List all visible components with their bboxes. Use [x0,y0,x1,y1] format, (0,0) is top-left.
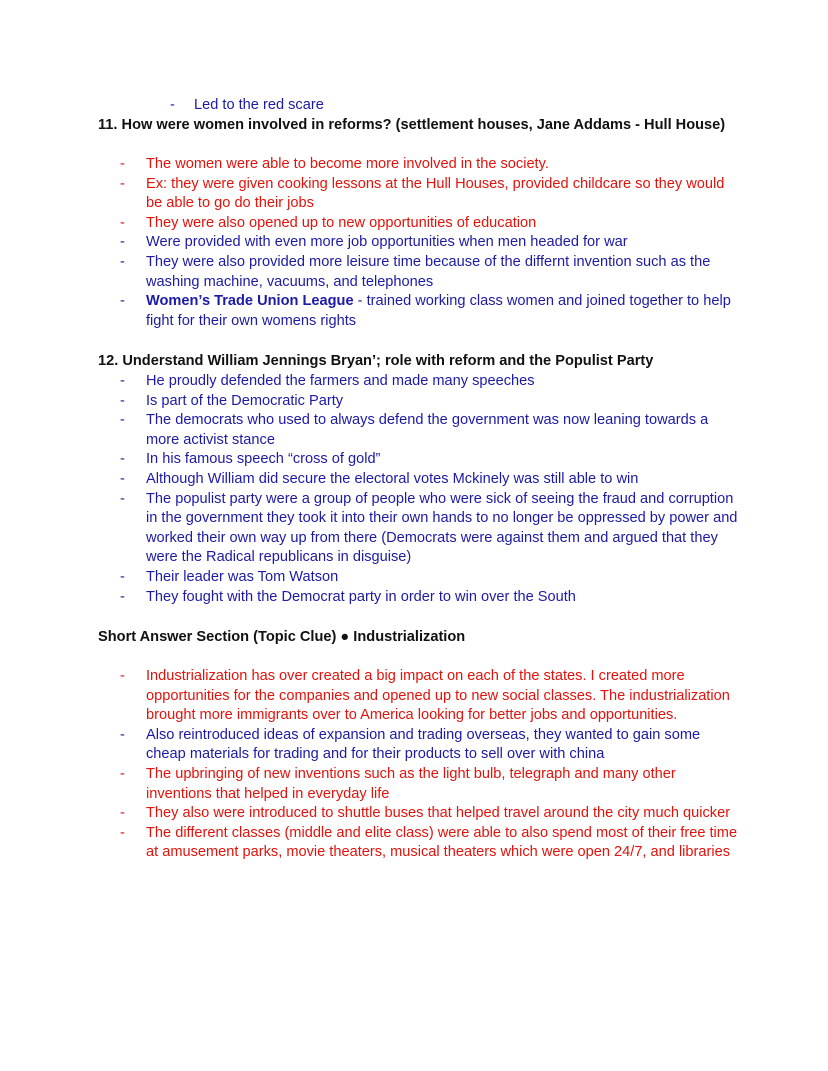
list-item [120,568,740,588]
bullet-dash: - [170,97,175,113]
list-item [120,392,740,412]
bullet-dash: - [120,253,125,270]
bullet-text: In his famous speech “cross of gold” [146,451,381,468]
list-item [120,667,740,726]
list-item [120,726,740,765]
bullet-text: Their leader was Tom Watson [146,568,339,585]
list-item [120,253,740,292]
list-item [120,470,740,490]
bullet-text: They fought with the Democrat party in order to win over the South [146,588,576,605]
bullet-dash: - [120,668,125,684]
bullet-dash: - [120,588,125,605]
prev-sub-bullet [170,96,324,116]
bullet-dash: - [120,234,125,251]
bullet-text: The different classes (middle and elite class) were able to also spend most of their free time at amusement parks, movie theaters, musical theaters which were open 24/7, and libraries [146,824,738,861]
bullet-text: Although William did secure the electoral votes Mckinely was still able to win [146,470,639,487]
bullet-text: Industrialization has over created a big impact on each of the states. I created more opportunities for the companies and opened up to new social classes. The industrialization brought more immigrants over to America looking for better jobs and opportunities. [146,668,730,724]
question-12-list [120,372,740,607]
bullet-dash: - [120,726,125,743]
bullet-dash: - [120,175,125,192]
bullet-text: The populist party were a group of people who were sick of seeing the fraud and corruption in the government they took it into their own hands to no longer be oppressed by power and worked their own way up from there (Democrats were against them and argued that they were the Radical republicans in disguise) [146,490,738,566]
list-item [120,214,740,234]
list-item [120,588,740,608]
list-item [120,411,740,450]
bullet-dash: - [120,824,125,841]
bullet-dash: - [120,214,125,231]
bullet-dash: - [120,490,125,507]
bullet-text: The women were able to become more involved in the society. [146,156,549,172]
bullet-text: They also were introduced to shuttle buses that helped travel around the city much quicker [146,805,731,822]
bullet-dash: - [120,568,125,585]
bullet-dash: - [120,293,125,310]
bullet-dash: - [120,805,125,822]
bullet-dash: - [120,451,125,468]
bullet-text: He proudly defended the farmers and made many speeches [146,373,535,389]
bullet-dash: - [120,765,125,782]
bullet-dash: - [120,412,125,429]
list-item [120,292,740,331]
list-item [120,765,740,804]
list-item [120,233,740,253]
bullet-text: They were also opened up to new opportunities of education [146,214,537,231]
bullet-text: Also reintroduced ideas of expansion and trading overseas, they wanted to gain some cheap materials for trading and for their products to sell over with china [146,726,701,763]
list-item [120,372,740,392]
bullet-text: The upbringing of new inventions such as the light bulb, telegraph and many other inventions that helped in everyday life [146,765,676,802]
list-item [120,490,740,568]
question-11-list [120,155,740,331]
short-answer-list [120,667,740,863]
bullet-dash: - [120,156,125,172]
list-item [120,155,740,175]
bullet-text: Is part of the Democratic Party [146,392,344,409]
bullet-text: The democrats who used to always defend the government was now leaning towards a more activist stance [146,412,709,448]
list-item [120,450,740,470]
bullet-dash: - [120,373,125,389]
bullet-text: They were also provided more leisure time because of the differnt invention such as the washing machine, vacuums, and telephones [146,253,711,290]
bullet-text: Ex: they were given cooking lessons at the Hull Houses, provided childcare so they would be able to go do their jobs [146,175,725,212]
list-item [120,175,740,214]
list-item [120,804,740,824]
question-11-heading: 11. How were women involved in reforms? (settlement houses, Jane Addams - Hull House) [98,117,726,133]
bold-term: Women’s Trade Union League [146,293,354,310]
bullet-text: Were provided with even more job opportunities when men headed for war [146,234,628,251]
bullet-dash: - [120,470,125,487]
short-answer-heading: Short Answer Section (Topic Clue) ● Industrialization [98,629,466,645]
bullet-text: Led to the red scare [194,97,324,113]
bullet-dash: - [120,392,125,409]
list-item [120,824,740,863]
question-12-heading: 12. Understand William Jennings Bryan’; role with reform and the Populist Party [98,353,654,369]
bullet-text: - trained working class women and joined together to help fight for their own womens rights [146,293,731,329]
